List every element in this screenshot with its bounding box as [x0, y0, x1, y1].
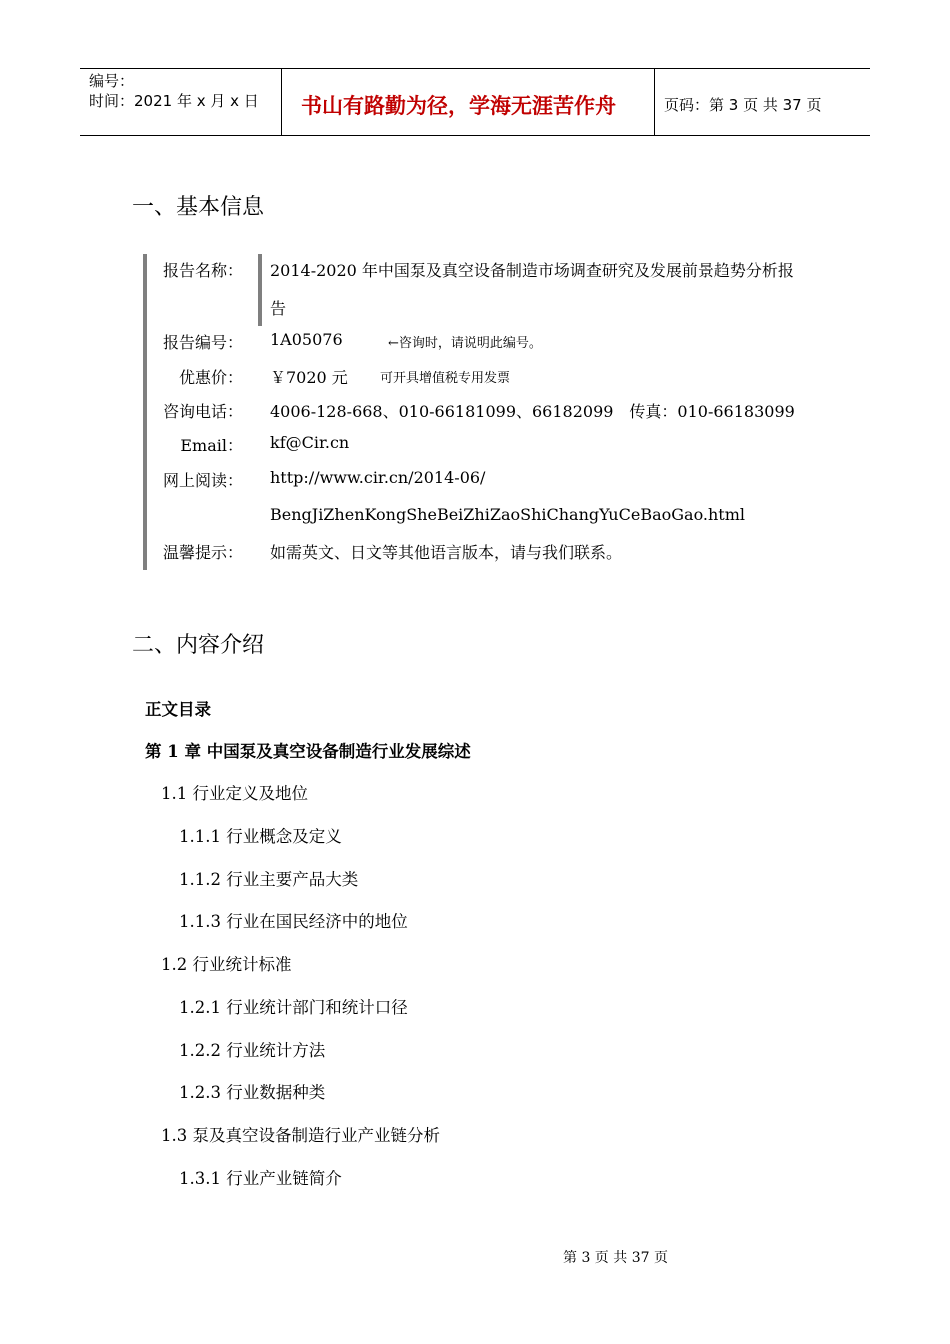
email-label: Email： [180, 436, 243, 455]
phone-label: 咨询电话： [162, 402, 243, 421]
toc-item[interactable]: 1.2.3 行业数据种类 [179, 1083, 326, 1102]
email-value[interactable]: kf@Cir.cn [270, 433, 350, 452]
tip-value: 如需英文、日文等其他语言版本，请与我们联系。 [270, 543, 623, 562]
toc-item[interactable]: 1.1.1 行业概念及定义 [179, 827, 342, 846]
price-label: 优惠价： [178, 368, 243, 387]
web-link-line1[interactable]: http://www.cir.cn/2014-06/ [270, 468, 486, 487]
price-value: ￥7020 元 [270, 368, 348, 387]
web-label: 网上阅读： [162, 471, 243, 490]
footer-page-number: 第 3 页 共 37 页 [563, 1250, 668, 1266]
toc-item[interactable]: 1.2.1 行业统计部门和统计口径 [179, 998, 408, 1017]
report-code-note: ←咨询时，请说明此编号。 [388, 336, 542, 351]
header-top-rule [80, 68, 870, 69]
toc-item[interactable]: 1.2 行业统计标准 [161, 955, 292, 974]
header-bottom-rule [80, 135, 870, 136]
section1-title: 一、基本信息 [132, 195, 265, 220]
phone-value: 4006-128-668、010-66181099、66182099 传真：010-66183099 [270, 402, 795, 421]
header-divider-right [654, 68, 655, 136]
header-time-label: 时间：2021 年 x 月 x 日 [89, 92, 259, 110]
web-link-line2[interactable]: BengJiZhenKongSheBeiZhiZaoShiChangYuCeBaoGao.html [270, 505, 746, 524]
report-code-label: 报告编号： [162, 333, 243, 352]
toc-item[interactable]: 1.1 行业定义及地位 [161, 784, 308, 803]
report-name-label: 报告名称： [162, 261, 243, 280]
report-name-value-line1: 2014-2020 年中国泵及真空设备制造市场调查研究及发展前景趋势分析报 [270, 261, 794, 280]
toc-heading: 正文目录 [145, 700, 211, 719]
toc-chapter-1[interactable]: 第 1 章 中国泵及真空设备制造行业发展综述 [145, 742, 471, 761]
header-serial-label: 编号： [89, 72, 135, 90]
header-page-label: 页码：第 3 页 共 37 页 [664, 96, 822, 114]
toc-item[interactable]: 1.1.3 行业在国民经济中的地位 [179, 912, 408, 931]
report-name-value-line2: 告 [270, 299, 287, 318]
report-code-value: 1A05076 [270, 330, 343, 349]
price-note: 可开具增值税专用发票 [380, 371, 511, 386]
header-motto: 书山有路勤为径，学海无涯苦作舟 [301, 94, 616, 118]
section2-title: 二、内容介绍 [132, 633, 265, 658]
header-divider-left [281, 68, 282, 136]
report-name-bar [258, 254, 262, 326]
toc-item[interactable]: 1.3 泵及真空设备制造行业产业链分析 [161, 1126, 440, 1145]
toc-item[interactable]: 1.3.1 行业产业链简介 [179, 1169, 342, 1188]
toc-item[interactable]: 1.2.2 行业统计方法 [179, 1041, 326, 1060]
toc-item[interactable]: 1.1.2 行业主要产品大类 [179, 870, 359, 889]
tip-label: 温馨提示： [162, 543, 243, 562]
